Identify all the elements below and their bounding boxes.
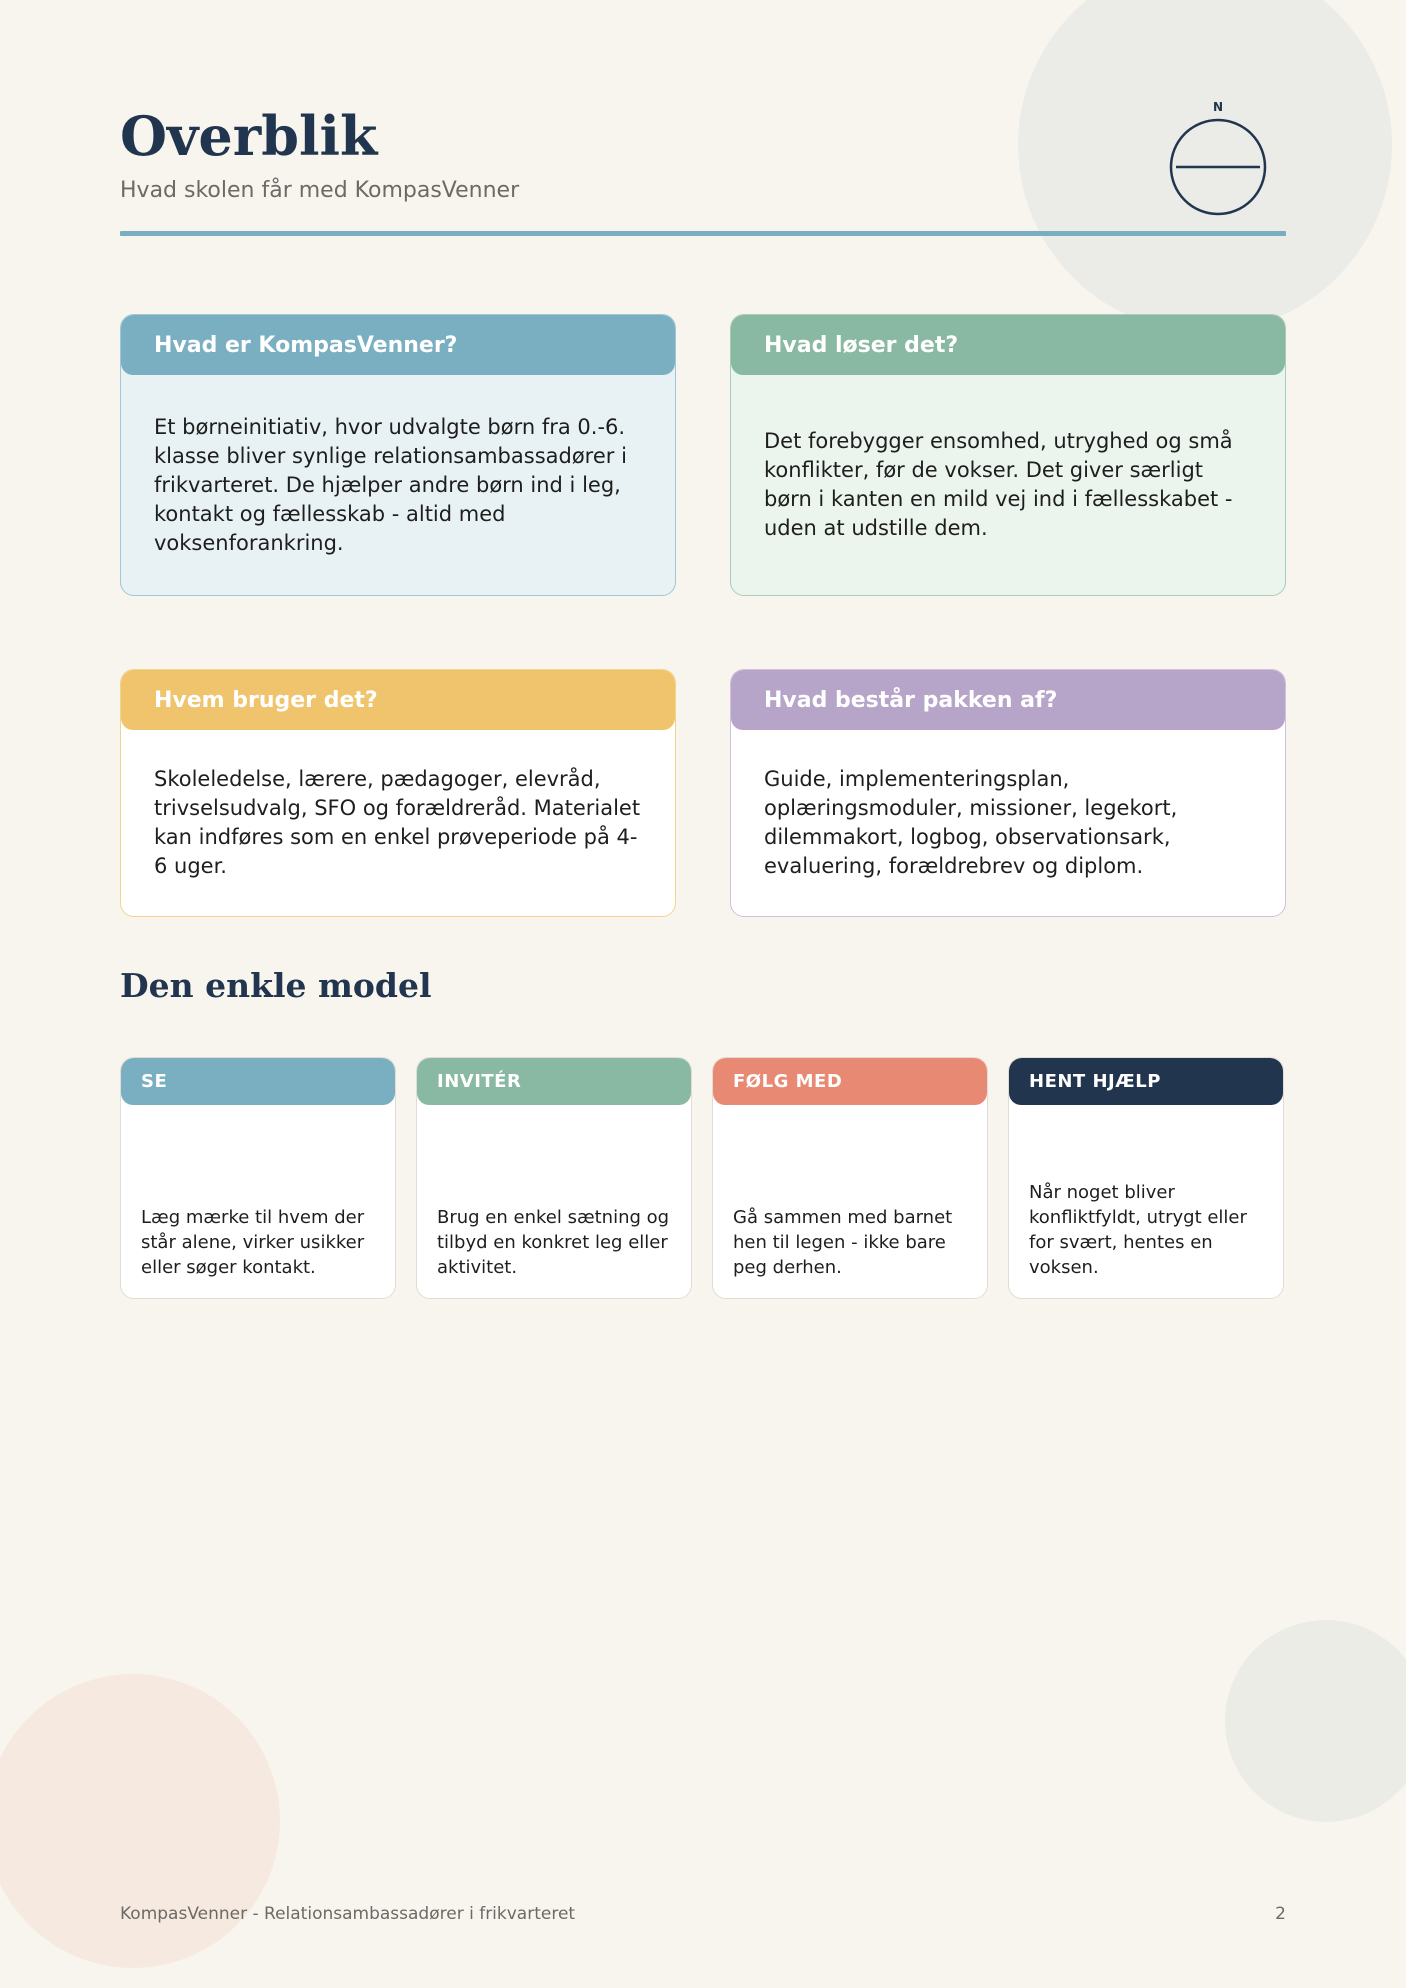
card-what-solves	[730, 314, 1286, 596]
step-text	[141, 1105, 381, 1280]
decorative-circle-bottom-right	[1225, 1620, 1406, 1822]
card-text-content: Et børneinitiativ, hvor udvalgte børn fra 0.-6. klasse bliver synlige relationsambassadører i frikvarteret. De hjælper andre børn ind i leg, kontakt og fællesskab - altid med voksenforankring.	[154, 414, 627, 555]
step-text-content: Læg mærke til hvem der står alene, virker usikker eller søger kontakt.	[141, 1207, 365, 1278]
step-text-content: Når noget bliver konfliktfyldt, utrygt eller for svært, hentes en voksen.	[1029, 1182, 1247, 1278]
card-package-contents	[730, 669, 1286, 917]
footer-text: KompasVenner - Relationsambassadører i frikvarteret	[120, 1904, 576, 1924]
card-what-is	[120, 314, 676, 596]
card-text	[764, 375, 1255, 595]
step-text	[733, 1105, 973, 1280]
card-heading: Hvem bruger det?	[121, 670, 675, 730]
card-text	[154, 375, 645, 595]
step-label: HENT HJÆLP	[1009, 1058, 1283, 1105]
card-text-content: Skoleledelse, lærere, pædagoger, elevråd, trivselsudvalg, SFO og forældreråd. Materialet kan indføres som en enkel prøveperiode på 4-6 uger.	[154, 767, 641, 878]
card-text-content: Guide, implementeringsplan, oplæringsmoduler, missioner, legekort, dilemmakort, logbog, observationsark, evaluering, forældrebrev og diplom.	[764, 767, 1178, 878]
header-divider	[120, 231, 1286, 236]
compass-north-label: N	[1212, 100, 1224, 114]
page-subtitle: Hvad skolen får med KompasVenner	[120, 178, 520, 203]
card-text	[764, 730, 1255, 916]
step-label: INVITÉR	[417, 1058, 691, 1105]
page-title: Overblik	[120, 104, 378, 168]
page-number: 2	[1275, 1904, 1286, 1924]
step-label: SE	[121, 1058, 395, 1105]
card-text-content: Det forebygger ensomhed, utryghed og små konflikter, før de vokser. Det giver særligt børn i kanten en mild vej ind i fællesskabet - uden at udstille dem.	[764, 429, 1233, 540]
compass-rose	[1163, 110, 1273, 220]
card-heading: Hvad består pakken af?	[731, 670, 1285, 730]
step-text-content: Gå sammen med barnet hen til legen - ikke bare peg derhen.	[733, 1207, 953, 1278]
model-step-follow	[712, 1057, 988, 1299]
model-step-get-help	[1008, 1057, 1284, 1299]
card-heading: Hvad er KompasVenner?	[121, 315, 675, 375]
step-text	[437, 1105, 677, 1280]
card-text	[154, 730, 645, 916]
card-who-uses	[120, 669, 676, 917]
model-step-see	[120, 1057, 396, 1299]
section-title-model: Den enkle model	[120, 966, 432, 1005]
compass-icon	[1163, 100, 1273, 220]
card-heading: Hvad løser det?	[731, 315, 1285, 375]
step-label: FØLG MED	[713, 1058, 987, 1105]
step-text	[1029, 1105, 1269, 1280]
model-step-invite	[416, 1057, 692, 1299]
step-text-content: Brug en enkel sætning og tilbyd en konkret leg eller aktivitet.	[437, 1207, 670, 1278]
